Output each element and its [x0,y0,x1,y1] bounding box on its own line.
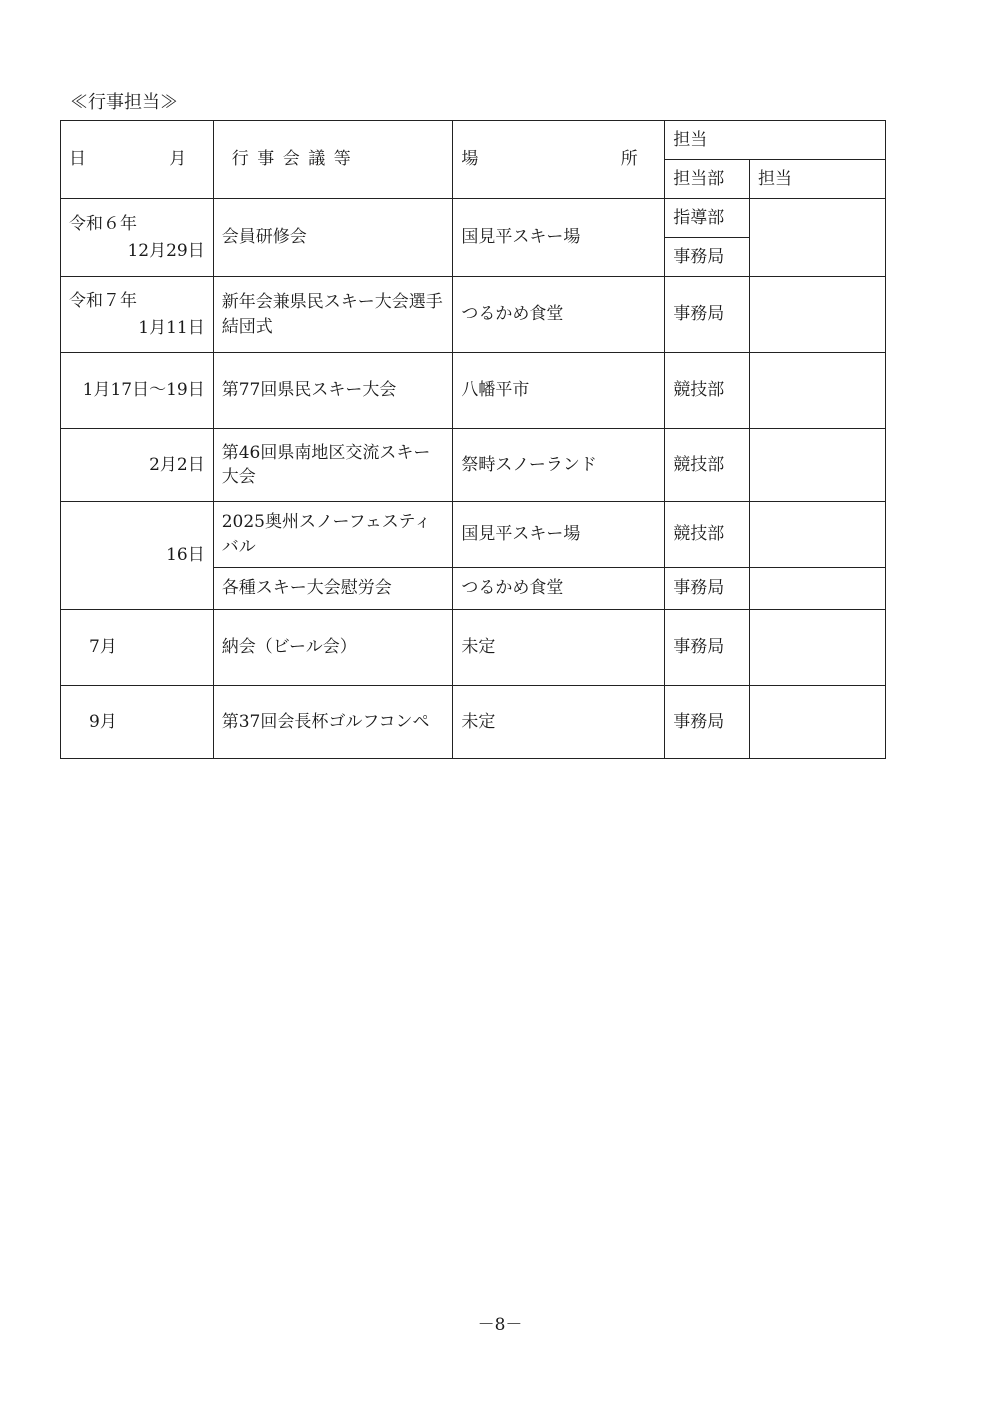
row4-person [749,429,885,502]
row1-dept2: 事務局 [665,238,750,277]
section-heading: ≪行事担当≫ [70,92,178,113]
row1-place: 国見平スキー場 [453,199,665,277]
row8-date: 9月 [61,686,214,759]
header-tanto-person: 担当 [749,160,885,199]
row1-date: 令和６年 12月29日 [61,199,214,277]
row7-event: 納会（ビール会） [213,610,453,686]
row7-dept: 事務局 [665,610,750,686]
event-schedule-table [60,120,886,759]
row3-date: 1月17日～19日 [61,353,214,429]
header-place: 場 所 [453,121,665,199]
row5-event: 2025奥州スノーフェスティバル [213,502,453,568]
row8-place: 未定 [453,686,665,759]
row2-person [749,277,885,353]
row6-person [749,568,885,610]
row3-place: 八幡平市 [453,353,665,429]
row1-person [749,199,885,277]
header-tanto: 担当 [665,121,886,160]
row7-place: 未定 [453,610,665,686]
row4-date: 2月2日 [61,429,214,502]
row5-person [749,502,885,568]
row2-dept: 事務局 [665,277,750,353]
row4-place: 祭畤スノーランド [453,429,665,502]
row2-date: 令和７年 1月11日 [61,277,214,353]
row5-date: 16日 [61,502,214,610]
row2-event: 新年会兼県民スキー大会選手結団式 [213,277,453,353]
row7-person [749,610,885,686]
row3-event: 第77回県民スキー大会 [213,353,453,429]
row6-event: 各種スキー大会慰労会 [213,568,453,610]
row8-dept: 事務局 [665,686,750,759]
row6-dept: 事務局 [665,568,750,610]
row6-place: つるかめ食堂 [453,568,665,610]
row4-event: 第46回県南地区交流スキー大会 [213,429,453,502]
row5-dept: 競技部 [665,502,750,568]
page-number: －8－ [477,1315,523,1335]
header-date: 日 月 [61,121,214,199]
row3-person [749,353,885,429]
row8-person [749,686,885,759]
row7-date: 7月 [61,610,214,686]
row8-event: 第37回会長杯ゴルフコンペ [213,686,453,759]
row1-dept1: 指導部 [665,199,750,238]
header-event: 行事会議等 [213,121,453,199]
row3-dept: 競技部 [665,353,750,429]
row2-place: つるかめ食堂 [453,277,665,353]
row1-event: 会員研修会 [213,199,453,277]
header-tanto-bu: 担当部 [665,160,750,199]
row5-place: 国見平スキー場 [453,502,665,568]
row4-dept: 競技部 [665,429,750,502]
